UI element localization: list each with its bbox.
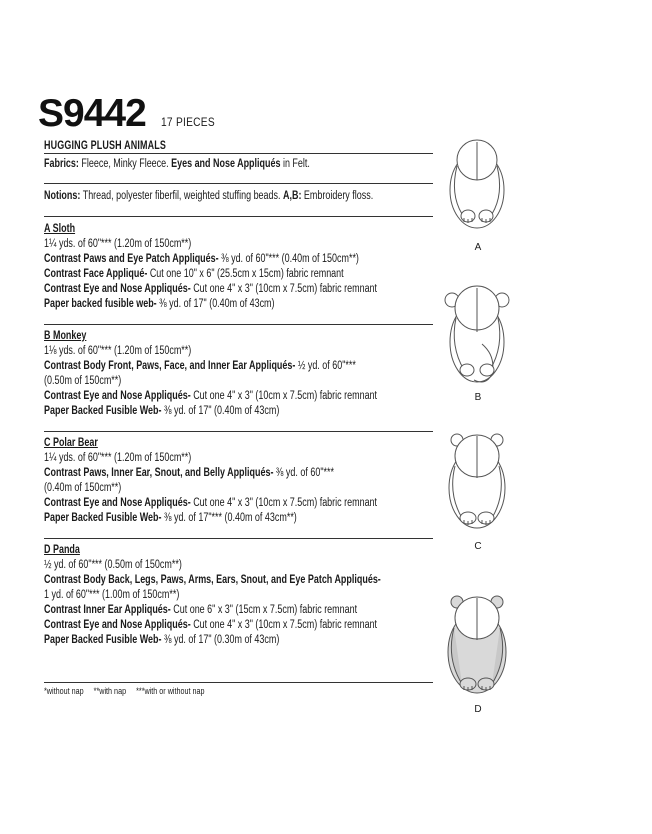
view-d-line: 1 yd. of 60"*** (1.00m of 150cm**): [44, 589, 180, 601]
view-b-line: Contrast Eye and Nose Appliqués- Cut one 4" x 3" (10cm x 7.5cm) fabric remnant: [44, 390, 378, 402]
view-b-heading: B Monkey: [44, 330, 87, 342]
fabrics-line: Fabrics: Fleece, Minky Fleece. Eyes and Nose Appliqués in Felt.: [44, 158, 310, 170]
polar-bear-illustration: [440, 430, 515, 535]
pattern-title: HUGGING PLUSH ANIMALS: [44, 140, 167, 152]
figure-monkey: [440, 282, 515, 403]
divider: [44, 216, 433, 217]
divider: [44, 682, 433, 683]
view-d-line: Paper Backed Fusible Web- ⅜ yd. of 17" (0.30m of 43cm): [44, 634, 280, 646]
monkey-illustration: [440, 282, 515, 390]
figure-label-a: A: [474, 242, 482, 253]
divider: [44, 431, 433, 432]
view-a-line: Contrast Eye and Nose Appliqués- Cut one 4" x 3" (10cm x 7.5cm) fabric remnant: [44, 283, 378, 295]
figure-polar-bear: [440, 430, 515, 552]
notions-line: Notions: Thread, polyester fiberfil, weighted stuffing beads. A,B: Embroidery floss.: [44, 190, 374, 202]
view-a-line: Paper backed fusible web- ⅜ yd. of 17" (0.40m of 43cm): [44, 298, 275, 310]
view-b-line: 1⅛ yds. of 60"*** (1.20m of 150cm**): [44, 345, 192, 357]
view-a-heading: A Sloth: [44, 223, 76, 235]
footnote: ***with or without nap: [136, 686, 205, 696]
view-c-line: Paper Backed Fusible Web- ⅜ yd. of 17"*** (0.40m of 43cm**): [44, 512, 297, 524]
sloth-illustration: [440, 134, 515, 234]
view-c-line: 1¼ yds. of 60"*** (1.20m of 150cm**): [44, 452, 192, 464]
view-c-heading: C Polar Bear: [44, 437, 98, 449]
view-c-line: Contrast Eye and Nose Appliqués- Cut one 4" x 3" (10cm x 7.5cm) fabric remnant: [44, 497, 378, 509]
view-a-line: 1¼ yds. of 60"*** (1.20m of 150cm**): [44, 238, 192, 250]
figure-sloth: [440, 134, 515, 253]
figure-label-b: B: [474, 392, 482, 403]
view-d-heading: D Panda: [44, 544, 80, 556]
view-d-line: Contrast Inner Ear Appliqués- Cut one 6" x 3" (15cm x 7.5cm) fabric remnant: [44, 604, 358, 616]
divider: [44, 538, 433, 539]
figure-label-d: D: [474, 704, 482, 715]
view-d-line: ½ yd. of 60"*** (0.50m of 150cm**): [44, 559, 182, 571]
view-a-line: Contrast Paws and Eye Patch Appliqués- ⅜ yd. of 60"*** (0.40m of 150cm**): [44, 253, 359, 265]
divider: [44, 324, 433, 325]
view-b-line: Contrast Body Front, Paws, Face, and Inner Ear Appliqués- ½ yd. of 60"***: [44, 360, 356, 372]
figure-label-c: C: [474, 541, 482, 552]
footnote: *without nap: [44, 686, 84, 696]
view-d-line: Contrast Eye and Nose Appliqués- Cut one 4" x 3" (10cm x 7.5cm) fabric remnant: [44, 619, 378, 631]
view-b-line: (0.50m of 150cm**): [44, 375, 122, 387]
panda-illustration: [440, 592, 515, 700]
pieces-count: 17 PIECES: [161, 115, 215, 129]
footnotes: [44, 686, 213, 697]
view-c-line: Contrast Paws, Inner Ear, Snout, and Belly Appliqués- ⅜ yd. of 60"***: [44, 467, 334, 479]
title-rule: [44, 153, 433, 154]
view-d-line: Contrast Body Back, Legs, Paws, Arms, Ears, Snout, and Eye Patch Appliqués-: [44, 574, 381, 586]
view-c-line: (0.40m of 150cm**): [44, 482, 122, 494]
view-b-line: Paper Backed Fusible Web- ⅜ yd. of 17" (0.40m of 43cm): [44, 405, 280, 417]
footnote: **with nap: [93, 686, 127, 696]
divider: [44, 183, 433, 184]
pattern-number: S9442: [38, 92, 146, 135]
figure-panda: [440, 592, 515, 715]
view-a-line: Contrast Face Appliqué- Cut one 10" x 6" (25.5cm x 15cm) fabric remnant: [44, 268, 344, 280]
